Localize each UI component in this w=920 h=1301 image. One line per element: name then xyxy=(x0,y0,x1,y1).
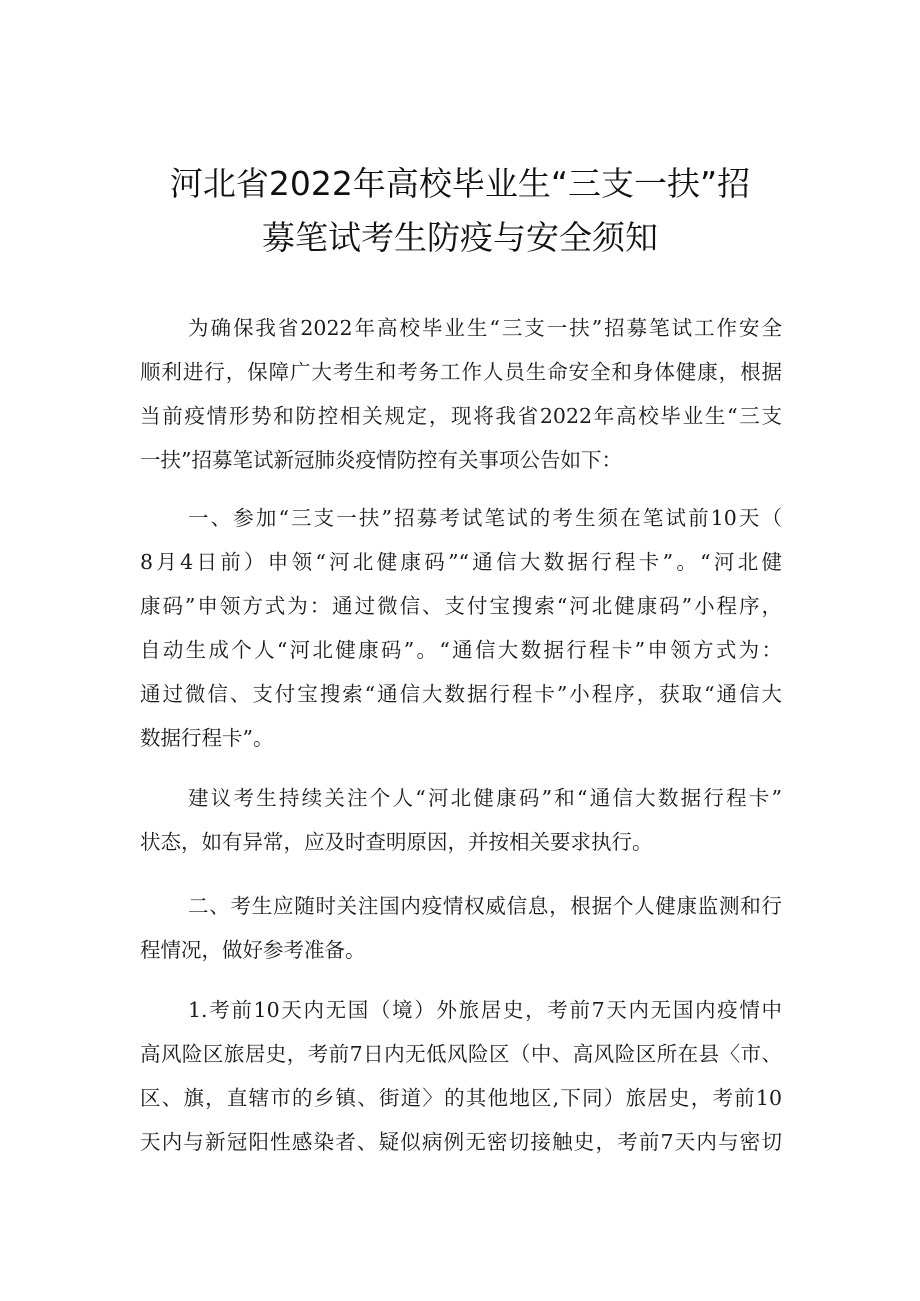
paragraph-line: 天内与新冠阳性感染者、疑似病例无密切接触史，考前7天内与密切 xyxy=(140,1130,782,1154)
document-title-line-2: 募笔试考生防疫与安全须知 xyxy=(262,218,658,257)
paragraph-line: 程情况，做好参考准备。 xyxy=(140,938,366,962)
paragraph-line: 顺利进行，保障广大考生和考务工作人员生命安全和身体健康，根据 xyxy=(140,360,782,384)
document-title-line-1: 河北省2022年高校毕业生“三支一扶”招 xyxy=(169,164,751,203)
paragraph-line: 8月4日前）申领“河北健康码”“通信大数据行程卡”。“河北健 xyxy=(140,550,782,574)
paragraph-line: 一扶”招募笔试新冠肺炎疫情防控有关事项公告如下： xyxy=(140,448,622,472)
paragraph-line: 自动生成个人“河北健康码”。“通信大数据行程卡”申领方式为： xyxy=(140,638,782,662)
paragraph-line: 二、考生应随时关注国内疫情权威信息，根据个人健康监测和行 xyxy=(188,894,782,918)
paragraph-line: 数据行程卡”。 xyxy=(140,726,274,750)
paragraph-line: 为确保我省2022年高校毕业生“三支一扶”招募笔试工作安全 xyxy=(188,316,782,340)
paragraph-line: 当前疫情形势和防控相关规定，现将我省2022年高校毕业生“三支 xyxy=(140,404,782,428)
paragraph-line: 状态，如有异常，应及时查明原因，并按相关要求执行。 xyxy=(140,830,653,854)
paragraph-line: 康码”申领方式为：通过微信、支付宝搜索“河北健康码”小程序， xyxy=(140,594,782,618)
paragraph-line: 区、旗，直辖市的乡镇、街道〉的其他地区,下同）旅居史，考前10 xyxy=(140,1086,782,1110)
paragraph-line: 1.考前10天内无国（境）外旅居史，考前7天内无国内疫情中 xyxy=(188,998,782,1022)
paragraph-line: 建议考生持续关注个人“河北健康码”和“通信大数据行程卡” xyxy=(188,786,782,810)
paragraph-line: 一、参加“三支一扶”招募考试笔试的考生须在笔试前10天（ xyxy=(188,506,782,530)
paragraph-line: 高风险区旅居史，考前7日内无低风险区（中、高风险区所在县〈市、 xyxy=(140,1042,782,1066)
paragraph-line: 通过微信、支付宝搜索“通信大数据行程卡”小程序，获取“通信大 xyxy=(140,682,782,706)
